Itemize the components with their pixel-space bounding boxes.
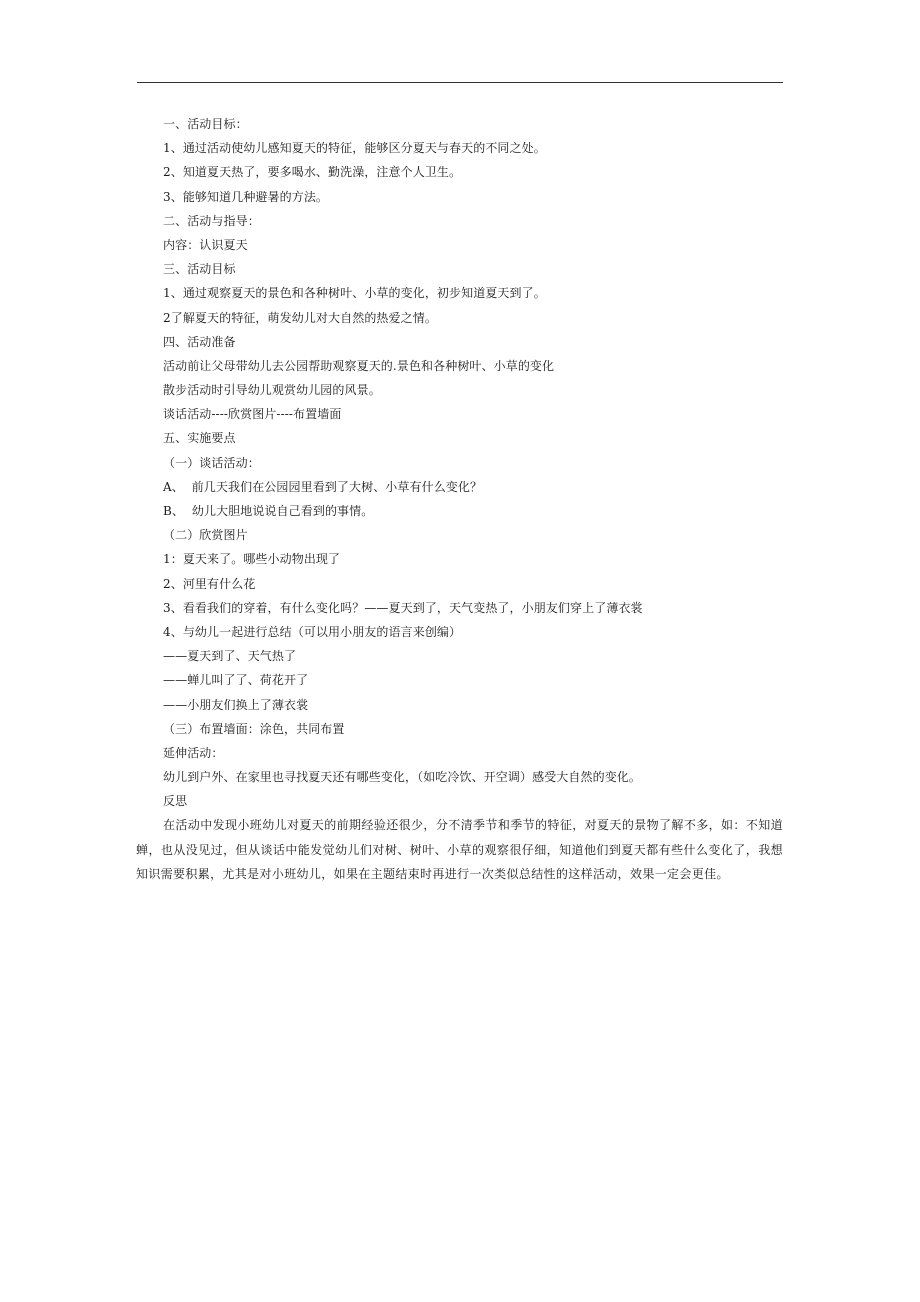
section-heading-key-points: 五、实施要点 <box>163 431 236 446</box>
extension-line: 幼儿到户外、在家里也寻找夏天还有哪些变化，（如吃冷饮、开空调）感受大自然的变化。 <box>163 770 642 785</box>
section-heading-goals: 一、活动目标： <box>163 117 248 131</box>
goal-2-item-1: 1、通过观察夏天的景色和各种树叶、小草的变化，初步知道夏天到了。 <box>163 286 546 301</box>
reflection-text: 在活动中发现小班幼儿对夏天的前期经验还很少，分不清季节和季节的特征，对夏天的景物了解不多，如：不知道蝉，也从没见过，但从谈话中能发觉幼儿们对树、树叶、小草的观察很仔细，知道他们到夏天都有些什么变化了，我想知识需要积累，尤其是对小班幼儿，如果在主题结束时再进行一次类似总结性的这样活动，效果一定会更佳。 <box>136 818 783 881</box>
section-heading-goals-2: 三、活动目标 <box>163 262 236 277</box>
picture-item-3: 3、看看我们的穿着，有什么变化吗？——夏天到了，天气变热了，小朋友们穿上了薄衣裳 <box>163 600 643 615</box>
subheading-talk-activity: （一）谈话活动： <box>163 455 260 470</box>
preparation-line-2: 散步活动时引导幼儿观赏幼儿园的风景。 <box>163 383 381 398</box>
preparation-line-1: 活动前让父母带幼儿去公园帮助观察夏天的.景色和各种树叶、小草的变化 <box>163 358 555 373</box>
picture-item-2: 2、河里有什么花 <box>163 576 256 591</box>
talk-item-a: A、 前几天我们在公园园里看到了大树、小草有什么变化？ <box>163 479 483 494</box>
goal-item-2: 2、知道夏天热了，要多喝水、勤洗澡，注意个人卫生。 <box>163 165 462 180</box>
reflection-paragraph <box>136 813 783 886</box>
section-heading-preparation: 四、活动准备 <box>163 334 236 349</box>
goal-item-3: 3、能够知道几种避暑的方法。 <box>163 189 329 204</box>
header-rule <box>137 82 783 83</box>
summary-line-2: ——蝉儿叫了了、荷花开了 <box>163 673 309 688</box>
preparation-line-3: 谈话活动----欣赏图片----布置墙面 <box>163 407 342 422</box>
summary-line-3: ——小朋友们换上了薄衣裳 <box>163 697 309 712</box>
subheading-pictures: （二）欣赏图片 <box>163 528 248 543</box>
goal-2-item-2: 2了解夏天的特征，萌发幼儿对大自然的热爱之情。 <box>163 310 437 325</box>
talk-item-b: B、 幼儿大胆地说说自己看到的事情。 <box>163 504 374 518</box>
section-heading-guidance: 二、活动与指导： <box>163 213 260 228</box>
document-body <box>136 112 783 886</box>
reflection-heading: 反思 <box>163 794 188 809</box>
picture-item-4: 4、与幼儿一起进行总结（可以用小朋友的语言来创编） <box>163 624 462 639</box>
content-line: 内容：认识夏天 <box>163 237 248 252</box>
subheading-wall: （三）布置墙面：涂色，共同布置 <box>163 721 345 736</box>
extension-heading: 延伸活动： <box>163 745 224 760</box>
summary-line-1: ——夏天到了、天气热了 <box>163 649 297 664</box>
goal-item-1: 1、通过活动使幼儿感知夏天的特征，能够区分夏天与春天的不同之处。 <box>163 141 546 156</box>
picture-item-1: 1：夏天来了。哪些小动物出现了 <box>163 552 341 567</box>
